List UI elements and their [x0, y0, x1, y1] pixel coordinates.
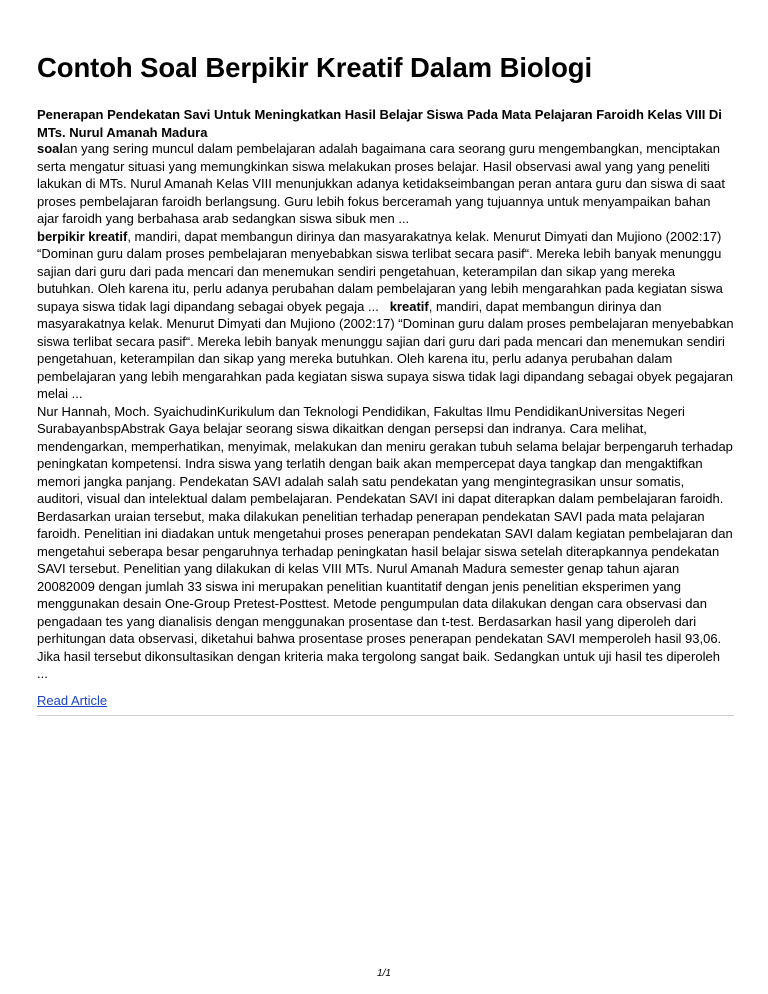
page-number: 1/1 — [377, 968, 391, 979]
keyword-highlight: berpikir kreatif — [37, 228, 128, 244]
excerpt-text: , mandiri, dapat membangun dirinya dan masyarakatnya kelak. Menurut Dimyati dan Mujiono (2002:17) “Dominan guru dalam proses pembelajaran menyebabkan siswa terlibat secara pasif“. Mereka lebih banyak menunggu sajian dari guru dari pada mencari dan menemukan sendiri pengetahuan, keterampilan dan sikap yang mereka butuhkan. Oleh karena itu, perlu adanya perubahan dalam pembelajaran yang lebih mengarahkan pada kegiatan siswa supaya siswa tidak lagi dipandang sebagai obyek pegaja ... — [37, 228, 723, 314]
article-excerpt — [37, 140, 734, 683]
page-title: Contoh Soal Berpikir Kreatif Dalam Biologi — [37, 52, 593, 83]
excerpt-text: , mandiri, dapat membangun dirinya dan masyarakatnya kelak. Menurut Dimyati dan Mujiono (2002:17) “Dominan guru dalam proses pembelajaran menyebabkan siswa terlibat secara pasif“. Mereka lebih banyak menunggu sajian dari guru dari pada mencari dan menemukan sendiri pengetahuan, keterampilan dan sikap yang mereka butuhkan. Oleh karena itu, perlu adanya perubahan dalam pembelajaran yang lebih mengarahkan pada kegiatan siswa supaya siswa tidak lagi dipandang sebagai obyek pegajaran melai ... — [37, 298, 734, 401]
keyword-highlight: soal — [37, 141, 64, 156]
divider — [37, 715, 734, 716]
keyword-highlight: kreatif — [389, 298, 429, 314]
excerpt-text: an yang sering muncul dalam pembelajaran adalah bagaimana cara seorang guru mengembangkan, menciptakan serta mengatur situasi yang memungkinkan siswa melakukan proses belajar. Hasil observasi awal yang yang peneliti lakukan di MTs. Nurul Amanah Kelas VIII menunjukkan adanya ketidakseimbangan peran antara guru dan siswa di saat proses pembelajaran faroidh berlangsung. Guru lebih fokus berceramah yang tujuannya untuk menyampaikan bahan ajar faroidh yang berbahasa arab sedangkan siswa sibuk men ... — [37, 141, 725, 226]
article-heading: Penerapan Pendekatan Savi Untuk Meningkatkan Hasil Belajar Siswa Pada Mata Pelajaran Faroidh Kelas VIII Di MTs. Nurul Amanah Madura — [37, 107, 722, 140]
read-article-link[interactable]: Read Article — [37, 693, 108, 708]
excerpt-text: Nur Hannah, Moch. SyaichudinKurikulum dan Teknologi Pendidikan, Fakultas Ilmu PendidikanUniversitas Negeri SurabayanbspAbstrak Gaya belajar seorang siswa dikaitkan dengan persepsi dan indranya. Cara melihat, mendengarkan, memperhatikan, menyimak, melakukan dan meniru gerakan tubuh selama belajar berpengaruh terhadap peningkatan kompetensi. Indra siswa yang terlatih dengan baik akan mempercepat daya tangkap dan mengaktifkan memori jangka panjang. Pendekatan SAVI adalah salah satu pendekatan yang mengintegrasikan unsur somatis, auditori, visual dan intelektual dalam pembelajaran. Pendekatan SAVI ini dapat diterapkan dalam pembelajaran faroidh. Berdasarkan uraian tersebut, maka dilakukan penelitian terhadap penerapan pendekatan SAVI pada mata pelajaran faroidh. Penelitian ini diadakan untuk mengetahui proses penerapan pendekatan SAVI dalam kegiatan pembelajaran dan mengetahui seberapa besar pengaruhnya terhadap peningkatan hasil belajar siswa setelah diterapkannya pendekatan SAVI tersebut. Penelitian yang dilakukan di kelas VIII MTs. Nurul Amanah Madura semester genap tahun ajaran 20082009 dengan jumlah 33 siswa ini merupakan penelitian kuantitatif dengan jenis penelitian eksperimen yang menggunakan desain One-Group Pretest-Posttest. Metode pengumpulan data dilakukan dengan cara observasi dan pengadaan tes yang dianalisis dengan menggunakan prosentase dan t-test. Berdasarkan hasil yang diperoleh dari perhitungan data observasi, diketahui bahwa prosentase proses penerapan pendekatan SAVI memperoleh hasil 93,06. Jika hasil tersebut dikonsultasikan dengan kriteria maka tergolong sangat baik. Sedangkan untuk uji hasil tes diperoleh ... — [37, 403, 733, 681]
